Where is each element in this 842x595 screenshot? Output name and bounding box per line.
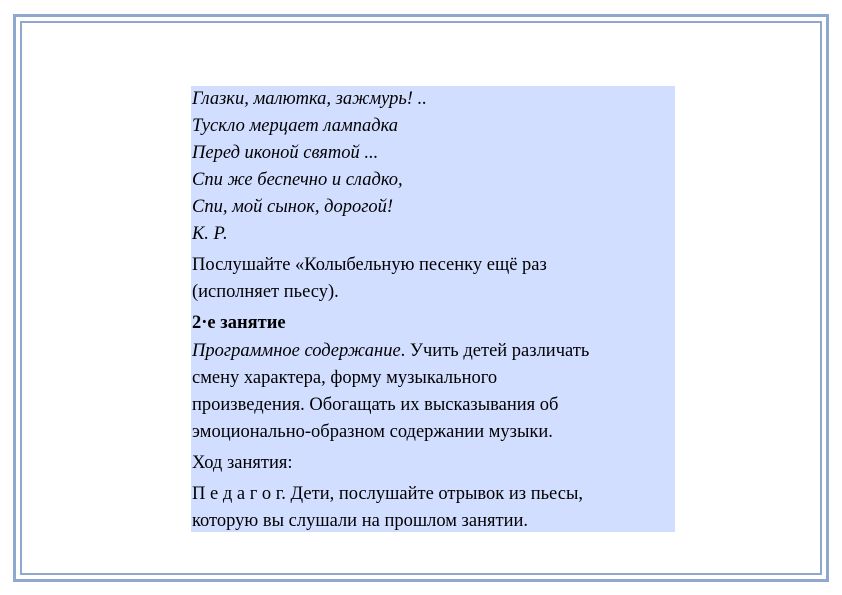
program-content-line: эмоционально-образном содержании музыки. (192, 422, 553, 442)
teacher-text: . Дети, послушайте отрывок из пьесы, (281, 484, 583, 504)
paragraph-line: Послушайте «Колыбельную песенку ещё раз (192, 255, 547, 275)
program-content-line: смену характера, форму музыкального (192, 368, 498, 388)
program-content-line: произведения. Обогащать их высказывания об (192, 395, 559, 415)
teacher-line: которую вы слушали на прошлом занятии. (192, 511, 528, 531)
text-box (191, 86, 675, 532)
poem-line: Перед иконой святой ... (192, 143, 379, 163)
paragraph-line: (исполняет пьесу). (192, 282, 339, 302)
poem-line: Спи же беспечно и сладко, (192, 170, 403, 190)
poem-line: Тускло мерцает лампадка (192, 116, 399, 136)
course-heading: Ход занятия: (192, 453, 293, 473)
teacher-line (192, 485, 583, 504)
poem-line: Спи, мой сынок, дорогой! (192, 197, 394, 217)
program-content-line (192, 342, 589, 361)
lesson-title: 2·е занятие (192, 313, 286, 333)
teacher-label: П е д а г о г (192, 484, 282, 504)
poem-author: К. Р. (192, 224, 228, 244)
program-content-label: Программное содержание (192, 341, 401, 361)
poem-line: Глазки, малютка, зажмурь! .. (192, 89, 427, 109)
program-content-text: . Учить детей различать (400, 341, 590, 361)
